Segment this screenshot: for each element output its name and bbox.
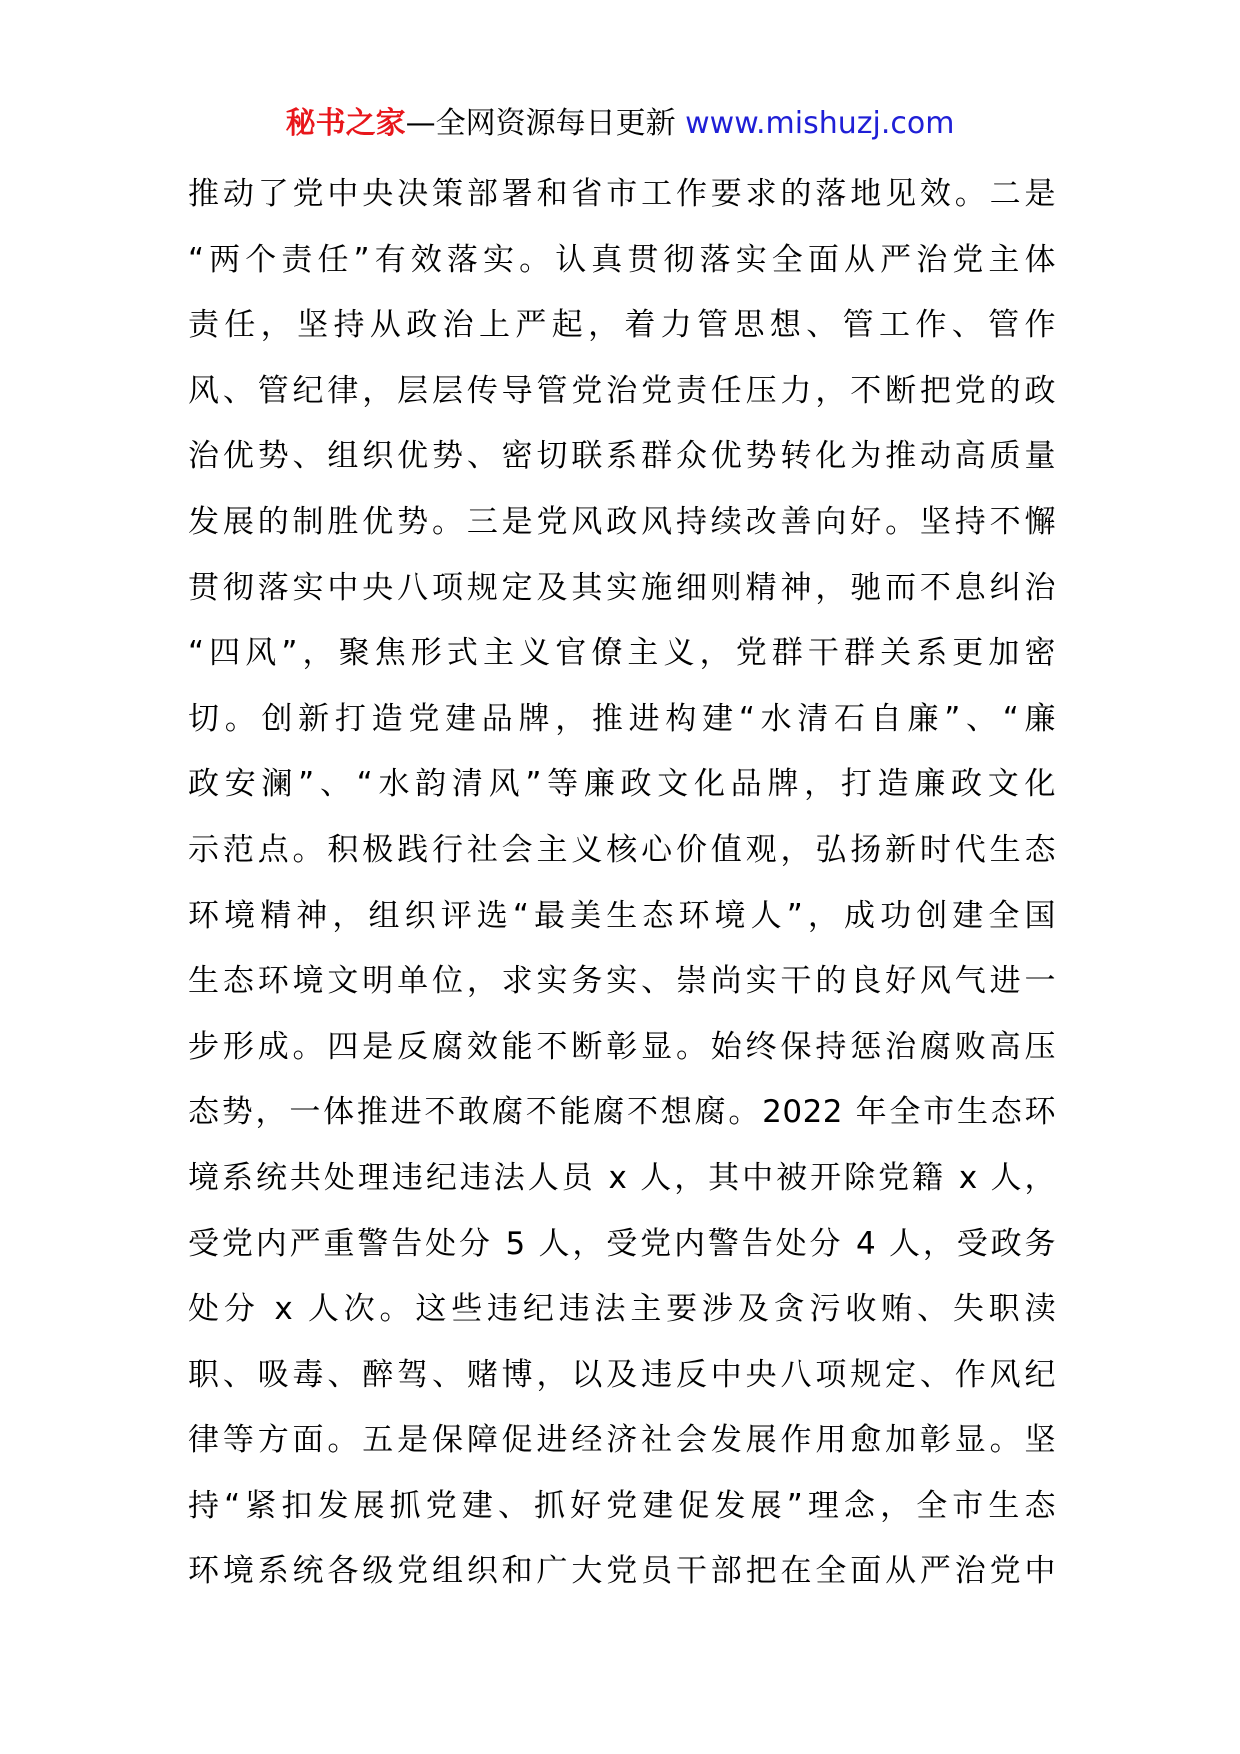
text-line: 持“紧扣发展抓党建、抓好党建促发展”理念，全市生态	[188, 1487, 1056, 1524]
text-line: 环境精神，组织评选“最美生态环境人”，成功创建全国	[188, 897, 1056, 934]
text-line: 贯彻落实中央八项规定及其实施细则精神，驰而不息纠治	[188, 569, 1056, 606]
text-line: 风、管纪律，层层传导管党治党责任压力，不断把党的政	[188, 372, 1056, 409]
text-line: 处分 x 人次。这些违纪违法主要涉及贪污收贿、失职渎	[188, 1291, 1056, 1328]
body-paragraph	[188, 162, 1056, 1605]
text-line: 示范点。积极践行社会主义核心价值观，弘扬新时代生态	[188, 831, 1056, 868]
header-url-link[interactable]: www.mishuzj.com	[685, 106, 955, 141]
header-brand: 秘书之家	[285, 106, 406, 141]
text-line: 责任，坚持从政治上严起，着力管思想、管工作、管作	[188, 307, 1056, 344]
text-line: “四风”，聚焦形式主义官僚主义，党群干群关系更加密	[188, 635, 1056, 672]
text-line: 境系统共处理违纪违法人员 x 人，其中被开除党籍 x 人，	[188, 1159, 1056, 1196]
page-header	[0, 100, 1240, 148]
text-line: 切。创新打造党建品牌，推进构建“水清石自廉”、“廉	[188, 700, 1056, 737]
text-line: 环境系统各级党组织和广大党员干部把在全面从严治党中	[188, 1553, 1056, 1590]
text-line: “两个责任”有效落实。认真贯彻落实全面从严治党主体	[188, 241, 1056, 278]
text-line: 生态环境文明单位，求实务实、崇尚实干的良好风气进一	[188, 963, 1056, 1000]
text-line: 步形成。四是反腐效能不断彰显。始终保持惩治腐败高压	[188, 1028, 1056, 1065]
text-line: 治优势、组织优势、密切联系群众优势转化为推动高质量	[188, 438, 1056, 475]
text-line: 发展的制胜优势。三是党风政风持续改善向好。坚持不懈	[188, 503, 1056, 540]
text-line: 态势，一体推进不敢腐不能腐不想腐。2022 年全市生态环	[188, 1094, 1056, 1131]
header-tagline: —全网资源每日更新	[405, 106, 676, 141]
text-line: 受党内严重警告处分 5 人，受党内警告处分 4 人，受政务	[188, 1225, 1056, 1262]
text-line: 职、吸毒、醉驾、赌博，以及违反中央八项规定、作风纪	[188, 1356, 1056, 1393]
text-line: 推动了党中央决策部署和省市工作要求的落地见效。二是	[188, 176, 1056, 212]
text-line: 政安澜”、“水韵清风”等廉政文化品牌，打造廉政文化	[188, 766, 1056, 803]
text-line: 律等方面。五是保障促进经济社会发展作用愈加彰显。坚	[188, 1422, 1056, 1459]
